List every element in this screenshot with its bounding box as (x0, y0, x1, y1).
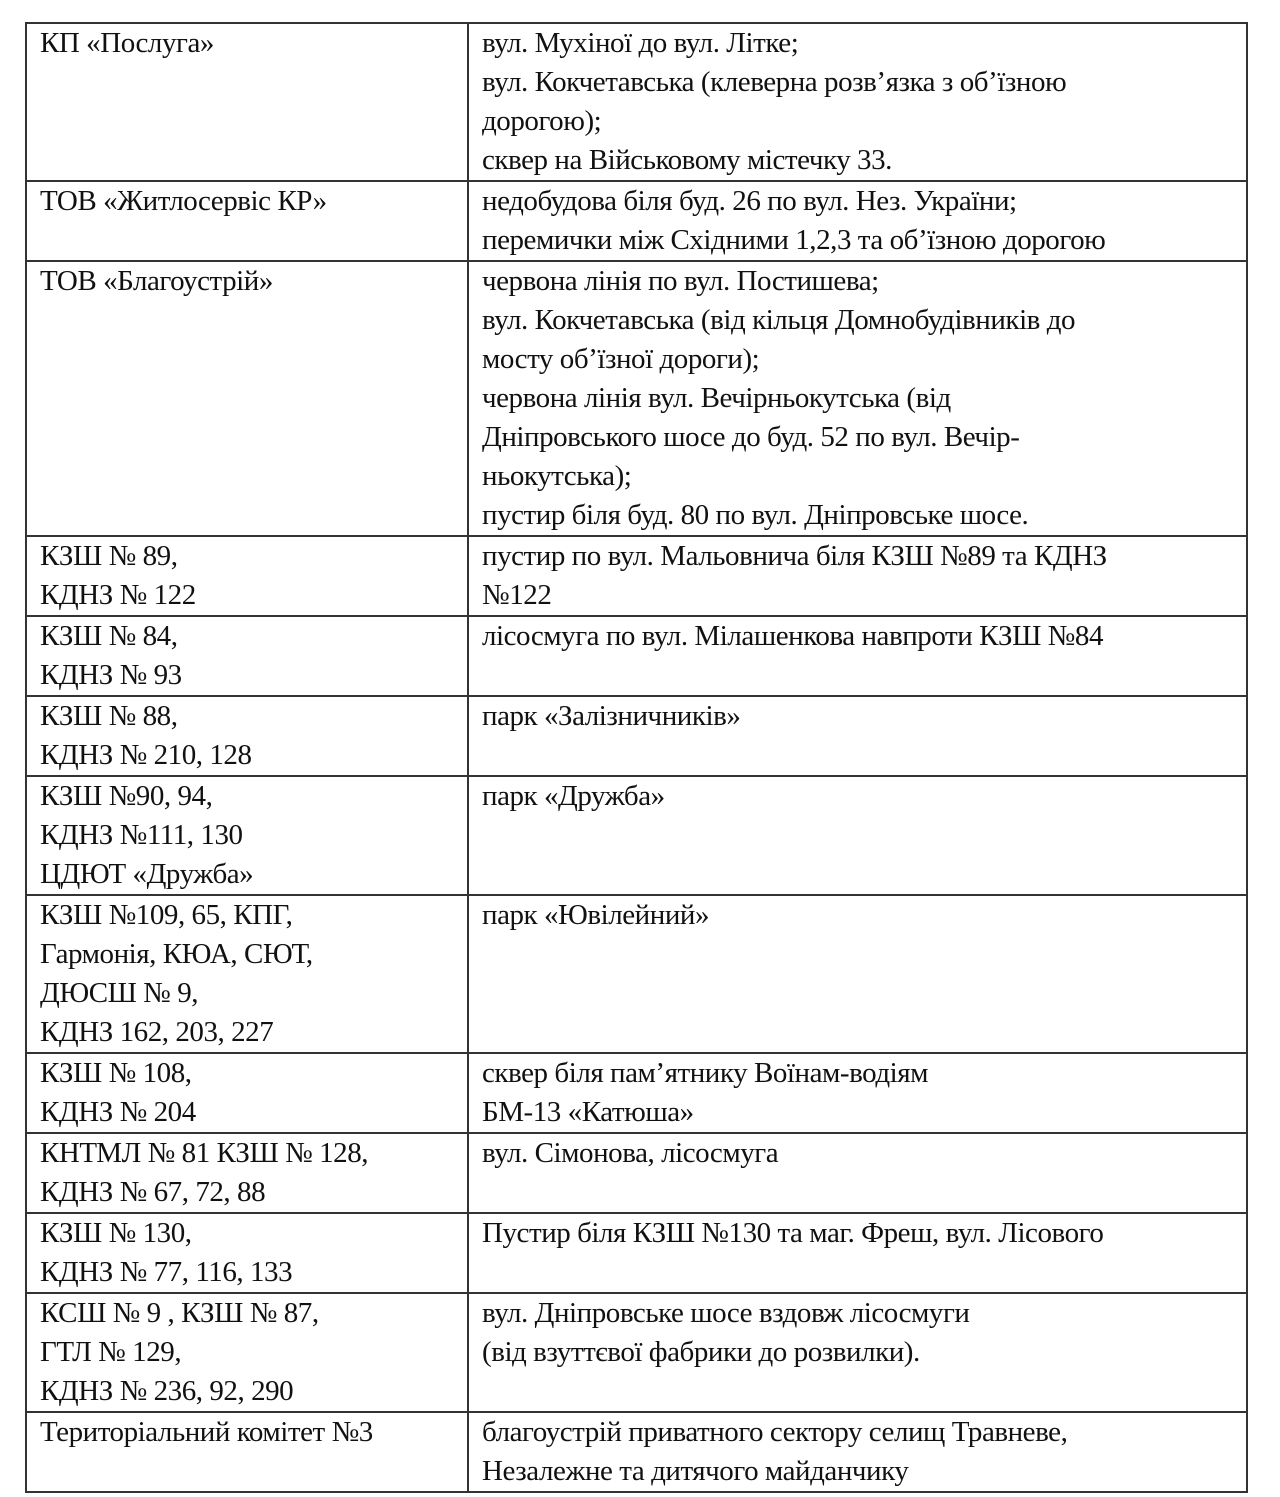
location-line: мосту об’їзної дороги); (482, 343, 760, 375)
location-line: №122 (482, 579, 552, 611)
location-cell (468, 23, 1247, 181)
organization-cell (26, 895, 468, 1053)
location-line: вул. Кокчетавська (клеверна розв’язка з об’їзною (482, 66, 1067, 98)
location-line: вул. Мухіної до вул. Літке; (482, 27, 799, 59)
organization-line: КДНЗ № 204 (40, 1096, 196, 1128)
location-cell (468, 1213, 1247, 1293)
table-row (26, 536, 1247, 616)
organization-line: Гармонія, КЮА, СЮТ, (40, 938, 313, 970)
table-row (26, 895, 1247, 1053)
location-cell (468, 616, 1247, 696)
organization-line: Територіальний комітет №3 (40, 1416, 373, 1448)
location-line: Дніпровського шосе до буд. 52 по вул. Вечір- (482, 421, 1020, 453)
organization-line: КДНЗ № 122 (40, 579, 196, 611)
location-line: парк «Ювілейний» (482, 899, 710, 931)
organization-cell (26, 696, 468, 776)
location-cell (468, 1412, 1247, 1492)
location-cell (468, 776, 1247, 895)
table-row (26, 261, 1247, 536)
table-row (26, 23, 1247, 181)
location-line: червона лінія вул. Вечірньокутська (від (482, 382, 951, 414)
organization-line: КЗШ № 88, (40, 700, 178, 732)
organization-line: КДНЗ 162, 203, 227 (40, 1016, 274, 1048)
location-line: червона лінія по вул. Постишева; (482, 265, 879, 297)
organization-line: КДНЗ № 210, 128 (40, 739, 252, 771)
location-line: лісосмуга по вул. Мілашенкова навпроти КЗШ №84 (482, 620, 1103, 652)
location-cell (468, 696, 1247, 776)
organization-line: КДНЗ № 67, 72, 88 (40, 1176, 266, 1208)
organization-line: КЗШ № 89, (40, 540, 178, 572)
location-cell (468, 895, 1247, 1053)
table-row (26, 1213, 1247, 1293)
organization-cell (26, 181, 468, 261)
organization-line: КСШ № 9 , КЗШ № 87, (40, 1297, 319, 1329)
organization-line: КДНЗ № 93 (40, 659, 182, 691)
table-row (26, 776, 1247, 895)
organization-line: КЗШ № 130, (40, 1217, 192, 1249)
location-cell (468, 181, 1247, 261)
organization-cell (26, 536, 468, 616)
table-row (26, 181, 1247, 261)
table-row (26, 616, 1247, 696)
organization-cell (26, 23, 468, 181)
organization-line: ДЮСШ № 9, (40, 977, 199, 1009)
organization-cell (26, 261, 468, 536)
location-line: сквер на Військовому містечку 33. (482, 144, 892, 176)
organization-line: КЗШ № 108, (40, 1057, 192, 1089)
organization-line: КЗШ № 84, (40, 620, 178, 652)
organization-cell (26, 616, 468, 696)
location-cell (468, 1133, 1247, 1213)
organization-line: ЦДЮТ «Дружба» (40, 858, 254, 890)
location-line: недобудова біля буд. 26 по вул. Нез. України; (482, 185, 1017, 217)
location-line: перемички між Східними 1,2,3 та об’їзною дорогою (482, 224, 1106, 256)
location-cell (468, 1053, 1247, 1133)
organization-cell (26, 1412, 468, 1492)
location-line: сквер біля пам’ятнику Воїнам-водіям (482, 1057, 929, 1089)
organization-cell (26, 1133, 468, 1213)
location-line: вул. Сімонова, лісосмуга (482, 1137, 779, 1169)
table-row (26, 1053, 1247, 1133)
table-row (26, 1133, 1247, 1213)
table-row (26, 1412, 1247, 1492)
organization-line: КДНЗ №111, 130 (40, 819, 243, 851)
location-cell (468, 536, 1247, 616)
location-line: благоустрій приватного сектору селищ Травневе, (482, 1416, 1068, 1448)
location-cell (468, 1293, 1247, 1412)
organization-line: КЗШ №90, 94, (40, 780, 213, 812)
location-line: (від взуттєвої фабрики до розвилки). (482, 1336, 920, 1368)
table-body (26, 23, 1247, 1492)
location-line: БМ-13 «Катюша» (482, 1096, 694, 1128)
organization-cell (26, 1053, 468, 1133)
organization-line: КДНЗ № 77, 116, 133 (40, 1256, 293, 1288)
organization-line: ТОВ «Житлосервіс КР» (40, 185, 327, 217)
organization-line: КП «Послуга» (40, 27, 214, 59)
location-line: пустир по вул. Мальовнича біля КЗШ №89 та КДНЗ (482, 540, 1107, 572)
location-line: ньокутська); (482, 460, 632, 492)
location-line: дорогою); (482, 105, 602, 137)
organization-line: КДНЗ № 236, 92, 290 (40, 1375, 294, 1407)
location-line: пустир біля буд. 80 по вул. Дніпровське шосе. (482, 499, 1029, 531)
organization-line: ГТЛ № 129, (40, 1336, 182, 1368)
organization-line: КНТМЛ № 81 КЗШ № 128, (40, 1137, 369, 1169)
organization-cell (26, 776, 468, 895)
location-line: Незалежне та дитячого майданчику (482, 1455, 909, 1487)
location-line: вул. Дніпровське шосе вздовж лісосмуги (482, 1297, 970, 1329)
organization-cell (26, 1293, 468, 1412)
location-line: парк «Залізничників» (482, 700, 741, 732)
assignment-table (25, 22, 1248, 1493)
table-row (26, 1293, 1247, 1412)
organization-line: КЗШ №109, 65, КПГ, (40, 899, 293, 931)
table-row (26, 696, 1247, 776)
location-line: Пустир біля КЗШ №130 та маг. Фреш, вул. Лісового (482, 1217, 1104, 1249)
organization-cell (26, 1213, 468, 1293)
organization-line: ТОВ «Благоустрій» (40, 265, 273, 297)
location-line: вул. Кокчетавська (від кільця Домнобудівників до (482, 304, 1076, 336)
location-line: парк «Дружба» (482, 780, 665, 812)
location-cell (468, 261, 1247, 536)
